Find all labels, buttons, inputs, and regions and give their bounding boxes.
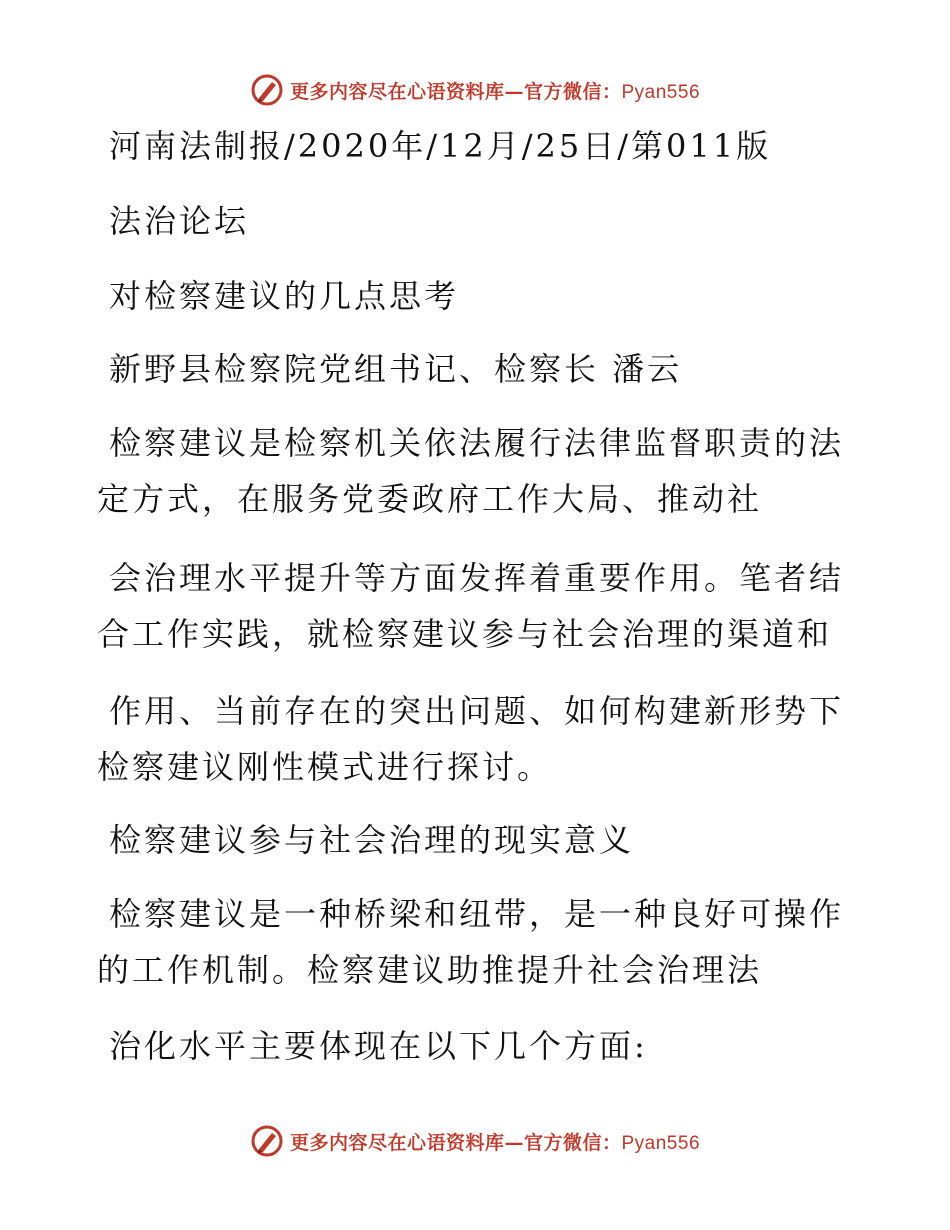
- paragraph-line: 定方式，在服务党委政府工作大局、推动社: [97, 480, 763, 518]
- watermark-text: 更多内容尽在心语资料库—官方微信：Pyan556: [289, 80, 701, 103]
- paragraph-line: 作用、当前存在的突出问题、如何构建新形势下: [109, 692, 845, 730]
- watermark-text: 更多内容尽在心语资料库—官方微信：Pyan556: [289, 1131, 701, 1154]
- article-title: 对检察建议的几点思考: [109, 277, 460, 315]
- pen-logo-icon: [250, 1124, 284, 1158]
- newspaper-source: 河南法制报/2020年/12月/25日/第011版: [109, 127, 772, 165]
- paragraph-line: 的工作机制。检察建议助推提升社会治理法: [97, 951, 763, 989]
- section-heading: 检察建议参与社会治理的现实意义: [109, 821, 635, 859]
- paragraph-line: 合工作实践，就检察建议参与社会治理的渠道和: [97, 615, 833, 653]
- paragraph-line: 会治理水平提升等方面发挥着重要作用。笔者结: [109, 559, 845, 597]
- section-label: 法治论坛: [109, 202, 250, 240]
- paragraph-line: 检察建议是一种桥梁和纽带，是一种良好可操作: [109, 895, 845, 933]
- paragraph-line: 检察建议是检察机关依法履行法律监督职责的法: [109, 424, 845, 462]
- paragraph-line: 治化水平主要体现在以下几个方面:: [109, 1027, 648, 1065]
- paragraph-line: 检察建议刚性模式进行探讨。: [97, 748, 553, 786]
- article-author: 新野县检察院党组书记、检察长 潘云: [109, 350, 683, 388]
- footer-watermark: [0, 1121, 950, 1161]
